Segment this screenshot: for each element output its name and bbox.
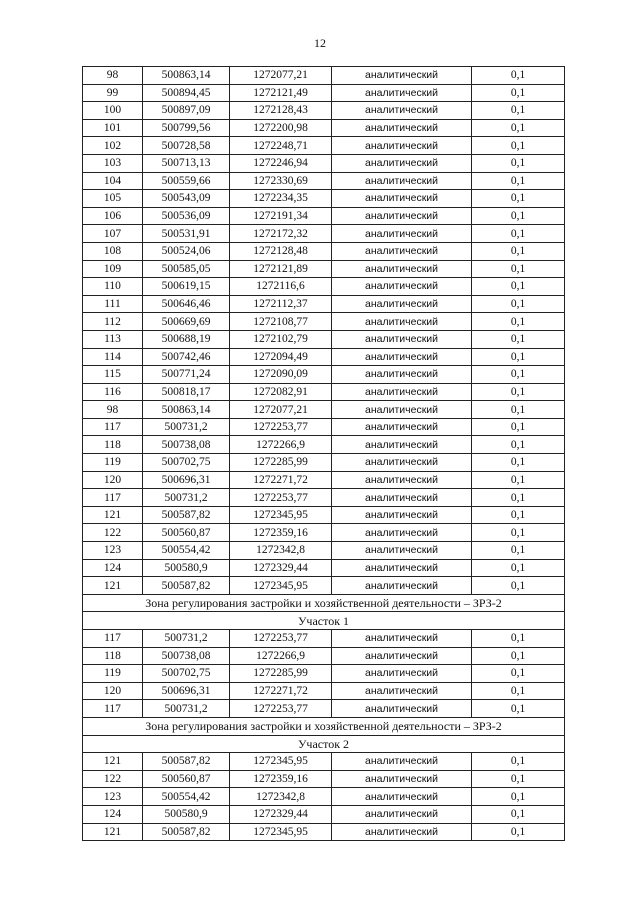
- accuracy-cell: 0,1: [472, 823, 565, 841]
- table-row: [83, 84, 565, 102]
- method-cell: аналитический: [332, 207, 472, 225]
- accuracy-cell: 0,1: [472, 506, 565, 524]
- y-coordinate-cell: 1272090,09: [230, 366, 332, 384]
- method-cell: аналитический: [332, 154, 472, 172]
- point-number-cell: 100: [83, 102, 143, 120]
- y-coordinate-cell: 1272342,8: [230, 542, 332, 560]
- x-coordinate-cell: 500728,58: [143, 137, 230, 155]
- y-coordinate-cell: 1272094,49: [230, 348, 332, 366]
- accuracy-cell: 0,1: [472, 805, 565, 823]
- y-coordinate-cell: 1272359,16: [230, 770, 332, 788]
- y-coordinate-cell: 1272248,71: [230, 137, 332, 155]
- x-coordinate-cell: 500559,66: [143, 172, 230, 190]
- zone-header-row: [83, 612, 565, 630]
- accuracy-cell: 0,1: [472, 401, 565, 419]
- zone-header-row: [83, 735, 565, 753]
- y-coordinate-cell: 1272330,69: [230, 172, 332, 190]
- accuracy-cell: 0,1: [472, 454, 565, 472]
- table-row: [83, 330, 565, 348]
- table-row: [83, 67, 565, 85]
- point-number-cell: 121: [83, 753, 143, 771]
- zone-header-cell: Участок 1: [83, 612, 565, 630]
- y-coordinate-cell: 1272253,77: [230, 489, 332, 507]
- coordinates-table: [82, 66, 565, 841]
- x-coordinate-cell: 500560,87: [143, 524, 230, 542]
- method-cell: аналитический: [332, 436, 472, 454]
- point-number-cell: 113: [83, 330, 143, 348]
- table-row: [83, 559, 565, 577]
- method-cell: аналитический: [332, 471, 472, 489]
- accuracy-cell: 0,1: [472, 665, 565, 683]
- method-cell: аналитический: [332, 489, 472, 507]
- x-coordinate-cell: 500543,09: [143, 190, 230, 208]
- y-coordinate-cell: 1272077,21: [230, 67, 332, 85]
- method-cell: аналитический: [332, 682, 472, 700]
- method-cell: аналитический: [332, 172, 472, 190]
- method-cell: аналитический: [332, 630, 472, 648]
- y-coordinate-cell: 1272345,95: [230, 577, 332, 595]
- point-number-cell: 98: [83, 401, 143, 419]
- x-coordinate-cell: 500688,19: [143, 330, 230, 348]
- point-number-cell: 105: [83, 190, 143, 208]
- accuracy-cell: 0,1: [472, 471, 565, 489]
- table-row: [83, 172, 565, 190]
- table-row: [83, 542, 565, 560]
- y-coordinate-cell: 1272112,37: [230, 295, 332, 313]
- point-number-cell: 116: [83, 383, 143, 401]
- method-cell: аналитический: [332, 119, 472, 137]
- method-cell: аналитический: [332, 559, 472, 577]
- accuracy-cell: 0,1: [472, 137, 565, 155]
- method-cell: аналитический: [332, 700, 472, 718]
- table-row: [83, 295, 565, 313]
- point-number-cell: 114: [83, 348, 143, 366]
- point-number-cell: 117: [83, 700, 143, 718]
- y-coordinate-cell: 1272345,95: [230, 823, 332, 841]
- x-coordinate-cell: 500587,82: [143, 577, 230, 595]
- method-cell: аналитический: [332, 805, 472, 823]
- table-row: [83, 805, 565, 823]
- x-coordinate-cell: 500771,24: [143, 366, 230, 384]
- point-number-cell: 123: [83, 542, 143, 560]
- accuracy-cell: 0,1: [472, 366, 565, 384]
- point-number-cell: 117: [83, 489, 143, 507]
- accuracy-cell: 0,1: [472, 260, 565, 278]
- table-row: [83, 207, 565, 225]
- table-row: [83, 647, 565, 665]
- method-cell: аналитический: [332, 665, 472, 683]
- y-coordinate-cell: 1272128,43: [230, 102, 332, 120]
- table-row: [83, 506, 565, 524]
- point-number-cell: 121: [83, 823, 143, 841]
- accuracy-cell: 0,1: [472, 700, 565, 718]
- point-number-cell: 121: [83, 506, 143, 524]
- accuracy-cell: 0,1: [472, 630, 565, 648]
- method-cell: аналитический: [332, 278, 472, 296]
- x-coordinate-cell: 500587,82: [143, 753, 230, 771]
- table-row: [83, 454, 565, 472]
- x-coordinate-cell: 500554,42: [143, 788, 230, 806]
- point-number-cell: 112: [83, 313, 143, 331]
- point-number-cell: 120: [83, 682, 143, 700]
- x-coordinate-cell: 500554,42: [143, 542, 230, 560]
- zone-header-cell: Зона регулирования застройки и хозяйственной деятельности – ЗРЗ-2: [83, 717, 565, 735]
- x-coordinate-cell: 500580,9: [143, 559, 230, 577]
- x-coordinate-cell: 500731,2: [143, 630, 230, 648]
- table-row: [83, 577, 565, 595]
- accuracy-cell: 0,1: [472, 770, 565, 788]
- table-row: [83, 700, 565, 718]
- point-number-cell: 120: [83, 471, 143, 489]
- table-row: [83, 489, 565, 507]
- point-number-cell: 102: [83, 137, 143, 155]
- table-row: [83, 278, 565, 296]
- y-coordinate-cell: 1272121,49: [230, 84, 332, 102]
- point-number-cell: 108: [83, 242, 143, 260]
- table-row: [83, 190, 565, 208]
- method-cell: аналитический: [332, 225, 472, 243]
- table-row: [83, 770, 565, 788]
- x-coordinate-cell: 500702,75: [143, 454, 230, 472]
- accuracy-cell: 0,1: [472, 119, 565, 137]
- x-coordinate-cell: 500738,08: [143, 436, 230, 454]
- accuracy-cell: 0,1: [472, 207, 565, 225]
- y-coordinate-cell: 1272329,44: [230, 559, 332, 577]
- method-cell: аналитический: [332, 260, 472, 278]
- table-row: [83, 682, 565, 700]
- x-coordinate-cell: 500731,2: [143, 700, 230, 718]
- table-row: [83, 630, 565, 648]
- table-row: [83, 348, 565, 366]
- method-cell: аналитический: [332, 788, 472, 806]
- x-coordinate-cell: 500731,2: [143, 418, 230, 436]
- x-coordinate-cell: 500731,2: [143, 489, 230, 507]
- method-cell: аналитический: [332, 577, 472, 595]
- accuracy-cell: 0,1: [472, 542, 565, 560]
- x-coordinate-cell: 500863,14: [143, 67, 230, 85]
- point-number-cell: 109: [83, 260, 143, 278]
- accuracy-cell: 0,1: [472, 330, 565, 348]
- method-cell: аналитический: [332, 330, 472, 348]
- x-coordinate-cell: 500524,06: [143, 242, 230, 260]
- table-row: [83, 137, 565, 155]
- y-coordinate-cell: 1272266,9: [230, 647, 332, 665]
- x-coordinate-cell: 500560,87: [143, 770, 230, 788]
- method-cell: аналитический: [332, 295, 472, 313]
- table-row: [83, 102, 565, 120]
- table-row: [83, 260, 565, 278]
- method-cell: аналитический: [332, 102, 472, 120]
- point-number-cell: 98: [83, 67, 143, 85]
- accuracy-cell: 0,1: [472, 154, 565, 172]
- zone-header-row: [83, 717, 565, 735]
- point-number-cell: 117: [83, 630, 143, 648]
- method-cell: аналитический: [332, 823, 472, 841]
- point-number-cell: 99: [83, 84, 143, 102]
- x-coordinate-cell: 500531,91: [143, 225, 230, 243]
- y-coordinate-cell: 1272116,6: [230, 278, 332, 296]
- x-coordinate-cell: 500646,46: [143, 295, 230, 313]
- x-coordinate-cell: 500818,17: [143, 383, 230, 401]
- x-coordinate-cell: 500897,09: [143, 102, 230, 120]
- x-coordinate-cell: 500799,56: [143, 119, 230, 137]
- y-coordinate-cell: 1272172,32: [230, 225, 332, 243]
- accuracy-cell: 0,1: [472, 436, 565, 454]
- table-row: [83, 753, 565, 771]
- point-number-cell: 103: [83, 154, 143, 172]
- table-row: [83, 242, 565, 260]
- method-cell: аналитический: [332, 242, 472, 260]
- accuracy-cell: 0,1: [472, 84, 565, 102]
- y-coordinate-cell: 1272342,8: [230, 788, 332, 806]
- accuracy-cell: 0,1: [472, 383, 565, 401]
- method-cell: аналитический: [332, 418, 472, 436]
- method-cell: аналитический: [332, 366, 472, 384]
- accuracy-cell: 0,1: [472, 647, 565, 665]
- y-coordinate-cell: 1272329,44: [230, 805, 332, 823]
- accuracy-cell: 0,1: [472, 295, 565, 313]
- page-number: 12: [314, 36, 326, 50]
- accuracy-cell: 0,1: [472, 190, 565, 208]
- accuracy-cell: 0,1: [472, 489, 565, 507]
- method-cell: аналитический: [332, 190, 472, 208]
- point-number-cell: 117: [83, 418, 143, 436]
- table-row: [83, 225, 565, 243]
- table-row: [83, 471, 565, 489]
- y-coordinate-cell: 1272191,34: [230, 207, 332, 225]
- x-coordinate-cell: 500713,13: [143, 154, 230, 172]
- point-number-cell: 119: [83, 665, 143, 683]
- x-coordinate-cell: 500696,31: [143, 471, 230, 489]
- table-row: [83, 383, 565, 401]
- y-coordinate-cell: 1272271,72: [230, 471, 332, 489]
- table-row: [83, 436, 565, 454]
- accuracy-cell: 0,1: [472, 242, 565, 260]
- method-cell: аналитический: [332, 524, 472, 542]
- y-coordinate-cell: 1272271,72: [230, 682, 332, 700]
- y-coordinate-cell: 1272121,89: [230, 260, 332, 278]
- x-coordinate-cell: 500738,08: [143, 647, 230, 665]
- accuracy-cell: 0,1: [472, 418, 565, 436]
- y-coordinate-cell: 1272082,91: [230, 383, 332, 401]
- table-row: [83, 665, 565, 683]
- x-coordinate-cell: 500696,31: [143, 682, 230, 700]
- accuracy-cell: 0,1: [472, 348, 565, 366]
- method-cell: аналитический: [332, 348, 472, 366]
- method-cell: аналитический: [332, 313, 472, 331]
- method-cell: аналитический: [332, 401, 472, 419]
- x-coordinate-cell: 500619,15: [143, 278, 230, 296]
- point-number-cell: 101: [83, 119, 143, 137]
- y-coordinate-cell: 1272234,35: [230, 190, 332, 208]
- y-coordinate-cell: 1272253,77: [230, 630, 332, 648]
- point-number-cell: 110: [83, 278, 143, 296]
- point-number-cell: 107: [83, 225, 143, 243]
- y-coordinate-cell: 1272359,16: [230, 524, 332, 542]
- y-coordinate-cell: 1272345,95: [230, 506, 332, 524]
- y-coordinate-cell: 1272200,98: [230, 119, 332, 137]
- x-coordinate-cell: 500536,09: [143, 207, 230, 225]
- point-number-cell: 118: [83, 647, 143, 665]
- table-row: [83, 524, 565, 542]
- method-cell: аналитический: [332, 770, 472, 788]
- table-row: [83, 366, 565, 384]
- accuracy-cell: 0,1: [472, 753, 565, 771]
- table-row: [83, 154, 565, 172]
- method-cell: аналитический: [332, 137, 472, 155]
- y-coordinate-cell: 1272253,77: [230, 700, 332, 718]
- x-coordinate-cell: 500742,46: [143, 348, 230, 366]
- y-coordinate-cell: 1272253,77: [230, 418, 332, 436]
- point-number-cell: 118: [83, 436, 143, 454]
- table-row: [83, 401, 565, 419]
- x-coordinate-cell: 500894,45: [143, 84, 230, 102]
- method-cell: аналитический: [332, 542, 472, 560]
- x-coordinate-cell: 500702,75: [143, 665, 230, 683]
- point-number-cell: 122: [83, 524, 143, 542]
- accuracy-cell: 0,1: [472, 682, 565, 700]
- method-cell: аналитический: [332, 383, 472, 401]
- method-cell: аналитический: [332, 647, 472, 665]
- table-row: [83, 418, 565, 436]
- point-number-cell: 121: [83, 577, 143, 595]
- y-coordinate-cell: 1272077,21: [230, 401, 332, 419]
- coordinates-table-body: [83, 67, 565, 841]
- x-coordinate-cell: 500863,14: [143, 401, 230, 419]
- table-row: [83, 313, 565, 331]
- accuracy-cell: 0,1: [472, 278, 565, 296]
- point-number-cell: 111: [83, 295, 143, 313]
- table-row: [83, 119, 565, 137]
- accuracy-cell: 0,1: [472, 524, 565, 542]
- y-coordinate-cell: 1272345,95: [230, 753, 332, 771]
- point-number-cell: 104: [83, 172, 143, 190]
- method-cell: аналитический: [332, 454, 472, 472]
- method-cell: аналитический: [332, 506, 472, 524]
- point-number-cell: 123: [83, 788, 143, 806]
- table-row: [83, 823, 565, 841]
- point-number-cell: 122: [83, 770, 143, 788]
- accuracy-cell: 0,1: [472, 559, 565, 577]
- accuracy-cell: 0,1: [472, 102, 565, 120]
- x-coordinate-cell: 500580,9: [143, 805, 230, 823]
- point-number-cell: 124: [83, 559, 143, 577]
- method-cell: аналитический: [332, 67, 472, 85]
- y-coordinate-cell: 1272246,94: [230, 154, 332, 172]
- zone-header-cell: Зона регулирования застройки и хозяйственной деятельности – ЗРЗ-2: [83, 594, 565, 612]
- accuracy-cell: 0,1: [472, 788, 565, 806]
- x-coordinate-cell: 500587,82: [143, 823, 230, 841]
- accuracy-cell: 0,1: [472, 313, 565, 331]
- point-number-cell: 106: [83, 207, 143, 225]
- zone-header-cell: Участок 2: [83, 735, 565, 753]
- point-number-cell: 119: [83, 454, 143, 472]
- x-coordinate-cell: 500585,05: [143, 260, 230, 278]
- y-coordinate-cell: 1272266,9: [230, 436, 332, 454]
- method-cell: аналитический: [332, 753, 472, 771]
- zone-header-row: [83, 594, 565, 612]
- accuracy-cell: 0,1: [472, 577, 565, 595]
- table-row: [83, 788, 565, 806]
- accuracy-cell: 0,1: [472, 67, 565, 85]
- y-coordinate-cell: 1272285,99: [230, 665, 332, 683]
- accuracy-cell: 0,1: [472, 172, 565, 190]
- x-coordinate-cell: 500587,82: [143, 506, 230, 524]
- y-coordinate-cell: 1272108,77: [230, 313, 332, 331]
- point-number-cell: 115: [83, 366, 143, 384]
- y-coordinate-cell: 1272128,48: [230, 242, 332, 260]
- point-number-cell: 124: [83, 805, 143, 823]
- y-coordinate-cell: 1272102,79: [230, 330, 332, 348]
- accuracy-cell: 0,1: [472, 225, 565, 243]
- method-cell: аналитический: [332, 84, 472, 102]
- y-coordinate-cell: 1272285,99: [230, 454, 332, 472]
- x-coordinate-cell: 500669,69: [143, 313, 230, 331]
